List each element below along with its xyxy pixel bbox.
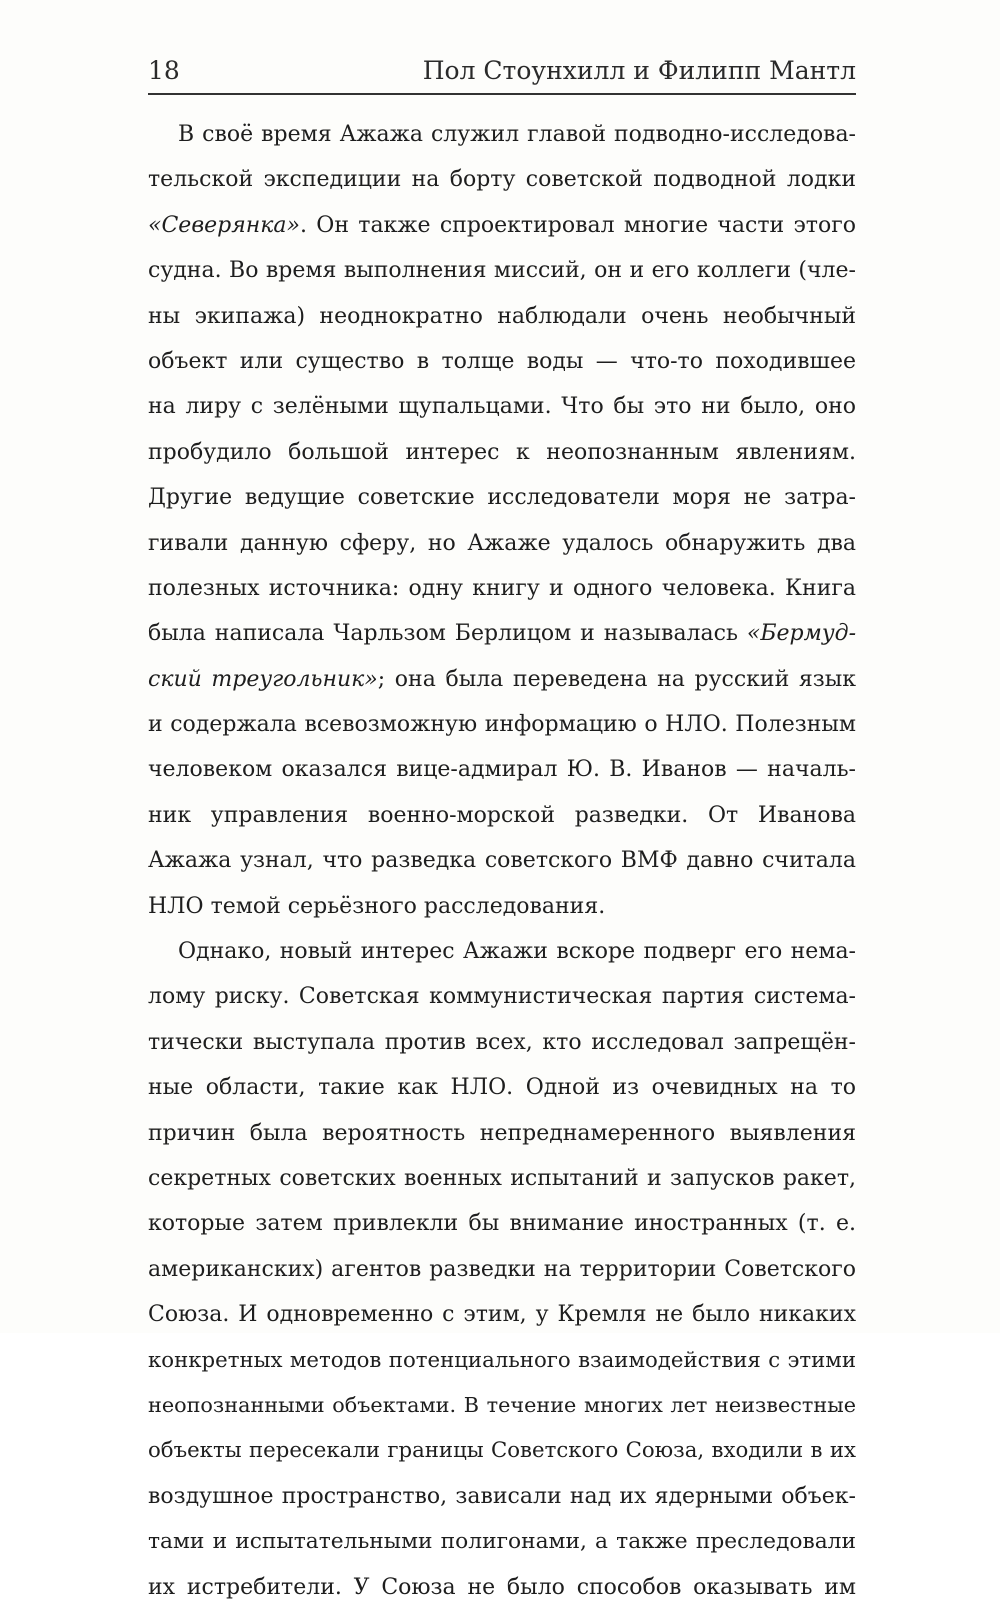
text-line: на лиру с зелёными щупальцами. Что бы это ни было, оно	[148, 394, 856, 420]
text-line: лому риску. Советская коммунистическая партия система-	[148, 984, 856, 1010]
text-line: Ажажа узнал, что разведка советского ВМФ давно считала	[148, 848, 856, 874]
text-line: гивали данную сферу, но Ажаже удалось обнаружить два	[148, 530, 856, 556]
italic-title: «Северянка»	[148, 212, 300, 238]
text-fragment: . Он также спроектировал многие части этого	[300, 212, 856, 238]
text-line: воздушное пространство, зависали над их ядерными объек-	[148, 1483, 856, 1509]
text-line: тельской экспедиции на борту советской подводной лодки	[148, 167, 856, 193]
text-line: секретных советских военных испытаний и запусков ракет,	[148, 1165, 856, 1191]
text-line	[148, 657, 856, 702]
text-line: Другие ведущие советские исследователи моря не затра-	[148, 485, 856, 511]
text-line: тами и испытательными полигонами, а также преследовали	[148, 1529, 856, 1555]
italic-title: ский треугольник»	[148, 666, 378, 692]
body-text	[148, 112, 856, 1610]
text-line: объект или существо в толще воды — что-то походившее	[148, 348, 856, 374]
text-line: полезных источника: одну книгу и одного человека. Книга	[148, 575, 856, 601]
page-header	[148, 50, 856, 90]
text-line: В своё время Ажажа служил главой подводно-исследова-	[178, 122, 856, 147]
text-fragment: ; она была переведена на русский язык	[377, 666, 856, 692]
italic-title: «Бермуд-	[746, 621, 856, 647]
header-rule	[148, 93, 856, 95]
text-line: тически выступала против всех, кто исследовал запрещён-	[148, 1029, 856, 1055]
text-line: американских) агентов разведки на территории Советского	[148, 1256, 856, 1282]
text-fragment: была написала Чарльзом Берлицом и называлась	[148, 621, 747, 647]
text-line: ные области, такие как НЛО. Одной из очевидных на то	[148, 1075, 856, 1101]
text-line: которые затем привлекли бы внимание иностранных (т. е.	[148, 1211, 856, 1237]
running-head: Пол Стоунхилл и Филипп Мантл	[422, 56, 856, 85]
text-line: объекты пересекали границы Советского Союза, входили в их	[148, 1438, 856, 1464]
text-line: человеком оказался вице-адмирал Ю. В. Иванов — началь-	[148, 757, 856, 783]
text-line: пробудило большой интерес к неопознанным явлениям.	[148, 439, 856, 465]
text-line: Союза. И одновременно с этим, у Кремля не было никаких	[148, 1302, 856, 1328]
page-number: 18	[148, 56, 180, 85]
text-line: Однако, новый интерес Ажажи вскоре подверг его нема-	[178, 939, 856, 965]
text-line: ник управления военно-морской разведки. От Иванова	[148, 802, 856, 828]
text-line: НЛО темой серьёзного расследования.	[148, 893, 606, 919]
text-line: их истребители. У Союза не было способов оказывать им	[148, 1574, 856, 1600]
text-line	[148, 611, 856, 656]
text-line: неопознанными объектами. В течение многих лет неизвестные	[148, 1392, 856, 1417]
text-line: конкретных методов потенциального взаимодействия с этими	[148, 1347, 856, 1373]
text-line: причин была вероятность непреднамеренного выявления	[148, 1120, 856, 1146]
text-line: и содержала всевозможную информацию о НЛО. Полезным	[148, 712, 856, 738]
text-line: ны экипажа) неоднократно наблюдали очень необычный	[148, 303, 856, 329]
text-line: судна. Во время выполнения миссий, он и его коллеги (чле-	[148, 258, 856, 284]
text-line	[148, 203, 856, 248]
